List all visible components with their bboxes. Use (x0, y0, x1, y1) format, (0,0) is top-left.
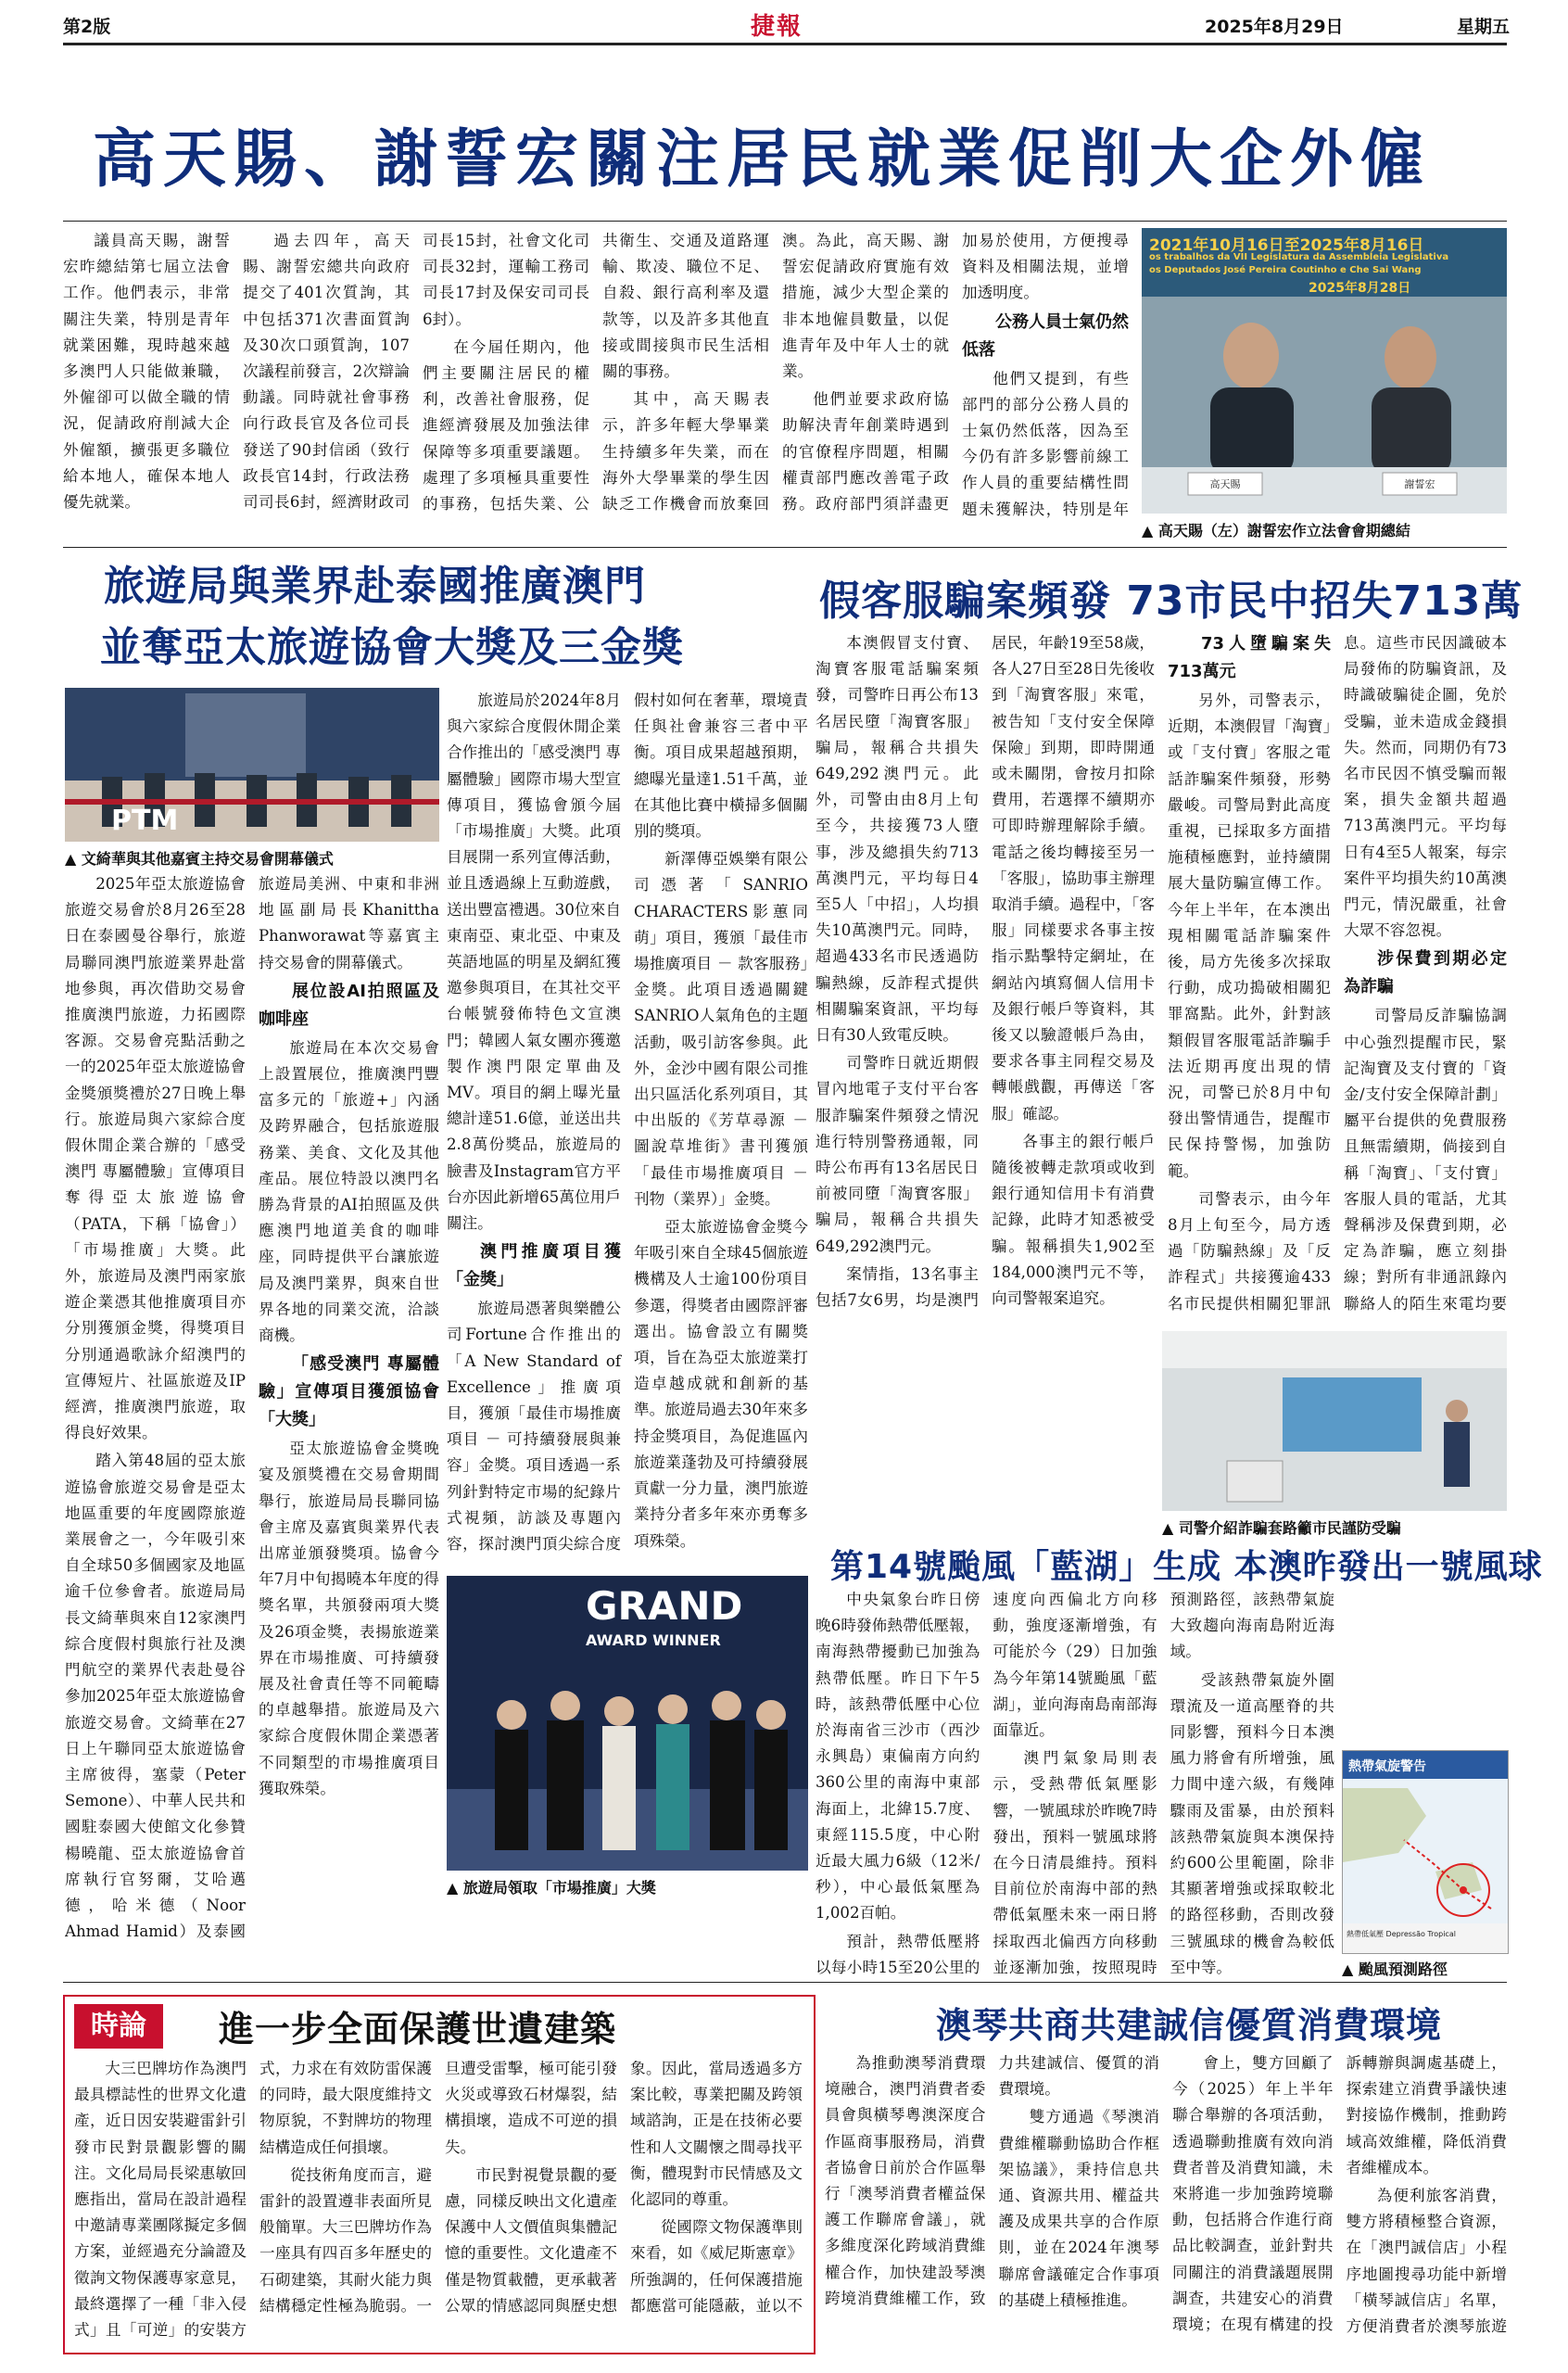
paragraph: 旅遊局憑著與樂體公司Fortune合作推出的「A New Standard of Excellence」推廣項目，獲頒「最佳市場推廣項目 － 可持續發展與兼容」金獎。項目透過一系列針對特定市場的紀錄片式視頻，訪談及專題內容，探討澳門頂尖綜合度假村如何在奢華，環境責任與社會兼容三者中平衡。項目成果超越預期，總曝光量達1.51千萬，並在其他比賽中橫掃多個關別的獎項。 (447, 692, 808, 1554)
top-subhead: 公務人員士氣仍然低落 (962, 311, 1129, 360)
photo-banner-portuguese: os trabalhos da VII Legislatura da Assembleia Legislativa (1149, 252, 1449, 262)
police-briefing-photo (1162, 1331, 1507, 1511)
paragraph: 亞太旅遊協會金獎晚宴及頒獎禮在交易會期間舉行，旅遊局局長聯同協會主席及嘉賓與業界代表出席並頒發獎項。協會今年7月中旬揭曉本年度的得獎名單，共頒發兩項大獎及26項金獎，表揚旅遊業界在市場推廣、可持續發展及社會責任等不同範疇的卓越舉措。旅遊局及六家綜合度假休閒企業憑著不同類型的市場推廣項目獲取殊榮。 (259, 1440, 439, 1797)
paragraph: 亞太旅遊協會金獎今年吸引來自全球45個旅遊機構及人士逾100份項目參選，得獎者由國際評審選出。協會設立有關獎項，旨在為亞太旅遊業打造卓越成就和創新的基準。旅遊局過去30年來多持金獎項目，為促進區內旅遊業蓬勃及可持續發展貢獻一分力量，澳門旅遊業持分者多年來亦勇奪多項殊榮。 (634, 1218, 808, 1550)
bottom-section-rule (63, 1982, 1507, 1983)
tourism-photo-award (447, 1576, 808, 1871)
paragraph: 雙方通過《琴澳消費維權聯動協助合作框架協議》，秉持信息共通、資源共用、權益共護及成果共享的合作原則，並在2024年澳琴聯席會議確定合作事項的基礎上積極推進。 (998, 2108, 1159, 2309)
paragraph: 會上，雙方回顧了今（2025）年上半年聯合舉辦的各項活動，透過聯動推廣有效向消費者普及消費知識，未來將進一步加強跨境聯動，包括將合作進行商品比較調查，並針對共同關注的消費議題展開調查，共建安心的消費環境；在現有構建的投訴轉辦與調處基礎上，探索建立消費爭議快速對接協作機制，推動跨域高效維權，降低消費者維權成本。 (1172, 2054, 1507, 2334)
masthead-edition: 第2版 (63, 17, 111, 37)
tourism-subhead-1: 展位設AI拍照區及咖啡座 (259, 981, 439, 1029)
map-legend-label: 熱帶低氣壓 Depressão Tropical (1347, 1930, 1456, 1938)
paragraph: 2025年亞太旅遊協會旅遊交易會於8月26至28日在泰國曼谷舉行，旅遊局聯同澳門旅遊業界赴當地參與，再次借助交易會推廣澳門旅遊，力拓國際客源。交易會亮點活動之一的2025年亞太旅遊協會金獎頒獎禮於27日晚上舉行。旅遊局與六家綜合度假休閒企業合辦的「感受澳門 專屬體驗」宣傳項目奪得亞太旅遊協會（PATA，下稱「協會」）「市場推廣」大獎。此外，旅遊局及澳門兩家旅遊企業憑其他推廣項目亦分別獲頒金獎，得獎項目分別通過歌詠介紹澳門的宣傳短片、社區旅遊及IP經濟，推廣澳門旅遊，取得良好效果。 (65, 875, 246, 1442)
paragraph: 預計，熱帶低壓將以每小時15至20公里的速度向西偏北方向移動，強度逐漸增強，有可能於今（29）日加強為今年第14號颱風「藍湖」，並向海南島南部海面靠近。 (816, 1591, 1157, 1976)
paragraph: 從國際文物保護準則來看，如《威尼斯憲章》所強調的，任何保護措施都應當可能隱蔽，並以不 (630, 2218, 803, 2315)
top-photo (1142, 228, 1507, 514)
commentary-badge: 時論 (74, 2004, 163, 2049)
masthead-paper-logo: 捷報 (751, 13, 803, 41)
paragraph: 他們又提到，有些部門的部分公務人員的士氣仍然低落，因為至今仍有許多影響前線工作人員的重要結構性問題未獲解決，特別是年 (962, 369, 1129, 518)
paragraph: 各事主的銀行帳戶隨後被轉走款項或收到銀行通知信用卡有消費記錄，此時才知悉被受騙。報稱損失1,902至184,000澳門元不等，向司警報案追究。 (992, 1132, 1155, 1308)
section-rule (63, 547, 1507, 548)
tourism-photo-ceremony (65, 688, 439, 842)
nameplate-left: 高天賜 (1209, 478, 1241, 490)
scam-headline: 假客服騙案頻發 73市民中招失713萬 (819, 577, 1524, 625)
ptm-sign: PTM (111, 805, 179, 837)
scam-subhead-1: 73人墮騙案失713萬元 (1168, 634, 1331, 681)
typhoon-headline: 第14號颱風「藍湖」生成 本澳昨發出一號風球 (830, 1548, 1543, 1586)
paragraph: 議員高天賜，謝誓宏昨總結第七屆立法會工作。他們表示，非常關注失業，特別是青年就業困難，現時越來越多澳門人只能做兼職，外僱卻可以做全職的情況，促請政府削減大企外僱額，擴張更多職位給本地人，確保本地人優先就業。 (63, 232, 230, 512)
paragraph: 旅遊局於2024年8月與六家綜合度假休閒企業合作推出的「感受澳門 專屬體驗」國際市場大型宣傳項目，獲協會頒今屆「市場推廣」大獎。此項目展開一系列宣傳活動，並且透過線上互動遊戲，送出豐富禮遇。30位來自東南亞、東北亞、中東及英語地區的明星及網紅獲邀參與項目，在其社交平台帳號發佈特色文宣澳門；韓國人氣女團亦獲邀製作澳門限定單曲及MV。項目的網上曝光量總計達51.6億，並送出共2.8萬份獎品，旅遊局的臉書及Instagram官方平台亦因此新增65萬位用戶關注。 (447, 692, 621, 1233)
paragraph: 案情指，13名事主包括7女6男，均是澳門居民，年齡19至58歲，各人27日至28日先後收到「淘寶客服」來電，被告知「支付安全保障保險」到期，即時開通或未關閉，會按月扣除費用，若選擇不續期亦可即時辦理解除手續。電話之後均轉接至另一「客服」，協助事主辦理取消手續。過程中，「客服」同樣要求各事主按指示點擊特定網址，在網站內填寫個人信用卡及銀行帳戶等資料，其後又以驗證帳戶為由，要求各事主同程交易及轉帳戲觀，再傳送「客服」確認。 (816, 634, 1155, 1310)
paragraph: 過去四年，高天賜、謝誓宏總共向政府提交了401次質詢，其中包括371次書面質詢及30次口頭質詢，107次議程前發言，2次辯論動議。同時就社會事務向行政長官及各位司長發送了90封信函（致行政長官14封，行政法務司司長6封，經濟財政司司長15封，社會文化司司長32封，運輸工務司司長17封及保安司司長6封）。 (243, 232, 589, 512)
paragraph: 新澤傳亞娛樂有限公司憑著「SANRIO CHARACTERS影蕙同萌」項目，獲頒「最佳市場推廣項目 － 款客服務」金獎。此項目透過關鍵SANRIO人氣角色的主題活動，吸引訪客參與。此外，金沙中國有限公司推出只區活化系列項目，其中出版的《芳草尋源 － 圖說草堆街》書刊獲頒「最佳市場推廣項目 － 刊物（業界）」金獎。 (634, 850, 808, 1208)
award-sign-winner: AWARD WINNER (586, 1631, 721, 1649)
commentary-body (74, 2056, 803, 2345)
photo-banner-dates: 2021年10月16日至2025年8月16日 (1149, 236, 1424, 255)
paragraph: 另外，司警表示，近期，本澳假冒「淘寶」或「支付寶」客服之電話詐騙案件頻發，形勢嚴峻。司警局對此高度重視，已採取多方面措施積極應對，並持續開展大量防騙宣傳工作。今年上半年，在本澳出現相關電話詐騙案件後，局方先後多次採取行動，成功搗破相關犯罪窩點。此外，針對該類假冒客服電話詐騙手法近期再度出現的情況，司警已於8月中旬發出警情通告，提醒市民保持警惕，加強防範。 (1168, 692, 1331, 1180)
tourism-headline-line1: 旅遊局與業界赴泰國推廣澳門 (104, 563, 646, 610)
map-title: 熱帶氣旋警告 (1348, 1759, 1426, 1774)
scam-photo-caption: ▲ 司警介紹詐騙套路籲市民謹防受騙 (1162, 1519, 1401, 1537)
commentary-headline: 進一步全面保護世遺建築 (219, 2009, 617, 2049)
top-article-body (63, 228, 1129, 528)
paragraph: 從技術角度而言，避雷針的設置遵非表面所見般簡單。大三巴牌坊作為一座具有四百多年歷史的石砌建築，其耐火能力與結構穩定性極為脆弱。一旦遭受雷擊，極可能引發火災或導致石材爆裂，結構損壞，造成不可逆的損失。 (259, 2060, 617, 2315)
masthead-weekday: 星期五 (1457, 17, 1511, 37)
tourism-body-right (447, 688, 808, 1568)
typhoon-map-caption: ▲ 颱風預測路徑 (1342, 1961, 1448, 1978)
macau-hengqin-body (825, 2050, 1507, 2347)
masthead-rule (63, 43, 1507, 45)
scam-subhead-2: 涉保費到期必定為詐騙 (1344, 949, 1507, 997)
typhoon-map (1342, 1750, 1509, 1954)
paragraph: 司警表示，由今年8月上旬至今，局方透過「防騙熱線」及「反詐程式」共接獲逾433名市民提供相關犯罪訊息。這些市民因識破本局發佈的防騙資訊，及時識破騙徒企圖，免於受騙，並未造成金錢損失。然而，同期仍有73名市民因不慎受騙而報案，損失金額共超過713萬澳門元。平均每日有4至5人報案，每宗案件平均損失約10萬澳門元，情況嚴重，社會大眾不容忽視。 (1168, 634, 1507, 1313)
paragraph: 為便利旅客消費，雙方將積極整合資源，在「澳門誠信店」小程序地圖搜尋功能中新增「橫琴誠信店」名單，方便消費者於澳琴旅遊 (1346, 2187, 1507, 2336)
paragraph: 在今屆任期內，他們主要關注居民的權利，改善社會服務，促進經濟發展及加強法律保障等多項重要議題。處理了多項極具重要性的事務，包括失業、公共衛生、交通及道路運輸、欺凌、職位不足、自殺、銀行高利率及還款等，以及許多其他直接或間接與市民生活相關的事務。 (423, 232, 769, 514)
paragraph: 其中，高天賜表示，許多年輕大學畢業生持續多年失業，而在海外大學畢業的學生因缺乏工作機會而放棄回澳。為此，高天賜、謝誓宏促請政府實施有效措施，減少大型企業的非本地僱員數量，以促進青年及中年人士的就業。 (602, 232, 949, 514)
top-headline: 高天賜、謝誓宏關注居民就業促削大企外僱 (93, 123, 1432, 197)
paragraph: 為推動澳琴消費環境融合，澳門消費者委員會與橫琴粵澳深度合作區商事服務局，消費者協會日前於合作區舉行「澳琴消費者權益保護工作聯席會議」，就多維度深化跨域消費維權合作，加快建設琴澳跨境消費維權工作，致力共建誠信、優質的消費環境。 (825, 2054, 1159, 2307)
tourism-headline-line2: 並奪亞太旅遊協會大獎及三金獎 (100, 624, 684, 671)
typhoon-body (816, 1587, 1334, 1987)
photo-banner-deputies: os Deputados José Pereira Coutinho e Che Sai Wang (1149, 265, 1422, 275)
paragraph: 旅遊局在本次交易會上設置展位，推廣澳門豐富多元的「旅遊+」內涵及跨界融合，包括旅遊服務業、美食、文化及其他產品。展位特設以澳門名勝為背景的AI拍照區及供應澳門地道美食的咖啡座，同時提供平台讓旅遊局及澳門業界，與來自世界各地的同業交流，洽談商機。 (259, 1038, 439, 1345)
top-headline-rule (63, 221, 1507, 222)
tourism-subhead-3: 澳門推廣項目獲「金獎」 (447, 1242, 621, 1290)
award-sign-grand: GRAND (586, 1583, 743, 1629)
paragraph: 澳門氣象局則表示，受熱帶低氣壓影響，一號風球於昨晚7時發出，預料一號風球將在今日清晨維持。預料目前位於南海中部的熱帶低氣壓未來一兩日將採取西北偏西方向移動並逐漸加強，按照現時預測路徑，該熱帶氣旋大致趨向海南島附近海域。 (993, 1591, 1334, 1976)
tourism-body-left (65, 871, 439, 1956)
paragraph: 司警局反詐騙協調中心強烈提醒市民，緊記淘寶及支付寶的「資金/支付安全保障計劃」屬平台提供的免費服務且無需續期，倘接到自稱「淘寶」、「支付寶」客服人員的電話，尤其聲稱涉及保費到期，必定為詐騙，應立刻掛線；對所有非通訊錄內聯絡人的陌生來電均要 (1344, 1007, 1507, 1313)
paragraph: 中央氣象台昨日傍晚6時發佈熱帶低壓報，南海熱帶擾動已加強為熱帶低壓。昨日下午5時，該熱帶低壓中心位於海南省三沙市（西沙永興島）東偏南方向約360公里的南海中東部海面上，北緯15.7度、東經115.5度，中心附近最大風力6級（12米/秒），中心最低氣壓為1,002百帕。 (816, 1591, 980, 1923)
typhoon-track-map (1343, 1751, 1508, 1953)
photo-banner-date: 2025年8月28日 (1309, 281, 1411, 296)
paragraph: 市民對視覺景觀的憂慮，同樣反映出文化遺產保護中人文價值與集體記憶的重要性。文化遺產不僅是物質載體，更承載著公眾的情感認同與歷史想象。因此，當局透過多方案比較，專業把關及跨領域諮詢，正是在技術必要性和人文關懷之間尋找平衡，體現對市民情感及文化認同的尊重。 (445, 2060, 803, 2315)
paragraph: 司警昨日就近期假冒內地電子支付平台客服詐騙案件頻發之情況進行特別警務通報，同時公布再有13名居民日前被同墮「淘寶客服」騙局，報稱合共損失649,292澳門元。 (816, 1054, 979, 1255)
paragraph: 他們並要求政府協助解決青年創業時遇到的官僚程序問題，相關權責部門應改善電子政務。政府部門須詳盡更加易於使用，方便搜尋資料及相關法規，並增加透明度。 (782, 232, 1129, 514)
paragraph: 本澳假冒支付寶、淘寶客服電話騙案頻發，司警昨日再公布13名居民墮「淘寶客服」騙局，報稱合共損失649,292澳門元。此外，司警由由8月上旬至今，共接獲73人墮事，涉及總損失約713萬澳門元，平均每日4至5人「中招」，人均損失10萬澳門元。同時，超過433名市民透過防騙熱線，反詐程式提供相關騙案資訊，平均每日有30人致電反映。 (816, 634, 979, 1045)
macau-hengqin-headline: 澳琴共商共建誠信優質消費環境 (936, 2005, 1443, 2046)
paragraph: 受該熱帶氣旋外圍環流及一道高壓脊的共同影響，預料今日本澳風力將會有所增強，風力間中達六級，有幾陣驟雨及雷暴，由於預料該熱帶氣旋與本澳保持約600公里範圍，除非其顯著增強或採取較北的路徑移動，否則改發三號風球的機會為較低至中等。 (1170, 1670, 1334, 1976)
masthead-date: 2025年8月29日 (1205, 17, 1344, 37)
paragraph: 踏入第48屆的亞太旅遊協會旅遊交易會是亞太地區重要的年度國際旅遊業展會之一，今年吸引來自全球50多個國家及地區逾千位參會者。旅遊局局長文綺華與來自12家澳門綜合度假村與旅行社及澳門航空的業界代表赴曼谷參加2025年亞太旅遊協會旅遊交易會。文綺華在27日上午聯同亞太旅遊協會主席彼得，塞蒙（Peter Semone）、中華人民共和國駐泰國大使館文化參贊楊曉龍、亞太旅遊協會首席執行官努爾，艾哈邁德，哈米德（Noor Ahmad Hamid）及泰國旅遊局美洲、中東和非洲地區副局長Khanittha Phanworawat等嘉賓主持交易會的開幕儀式。 (65, 875, 439, 1941)
top-photo-caption: ▲ 高天賜（左）謝誓宏作立法會會期總結 (1142, 522, 1410, 539)
paragraph: 大三巴牌坊作為澳門最具標誌性的世界文化遺產，近日因安裝避雷針引發市民對景觀影響的關注。文化局局長梁惠敏回應指出，當局在設計過程中邀請專業團隊擬定多個方案，並經過充分論證及徵詢文物保護專家意見，最終選擇了一種「非入侵式」且「可逆」的安裝方式，力求在有效防雷保護的同時，最大限度維持文物原貌，不對牌坊的物理結構造成任何損壞。 (74, 2060, 432, 2340)
tourism-photo-caption-2: ▲ 旅遊局領取「市場推廣」大獎 (447, 1879, 656, 1897)
scam-photo (1162, 1331, 1507, 1511)
tourism-subhead-2: 「感受澳門 專屬體驗」宣傳項目獲頒協會「大獎」 (259, 1354, 439, 1430)
tourism-photo-caption-1: ▲ 文綺華與其他嘉賓主持交易會開幕儀式 (65, 850, 334, 868)
scam-body (816, 630, 1507, 1327)
nameplate-right: 謝誓宏 (1404, 478, 1435, 490)
